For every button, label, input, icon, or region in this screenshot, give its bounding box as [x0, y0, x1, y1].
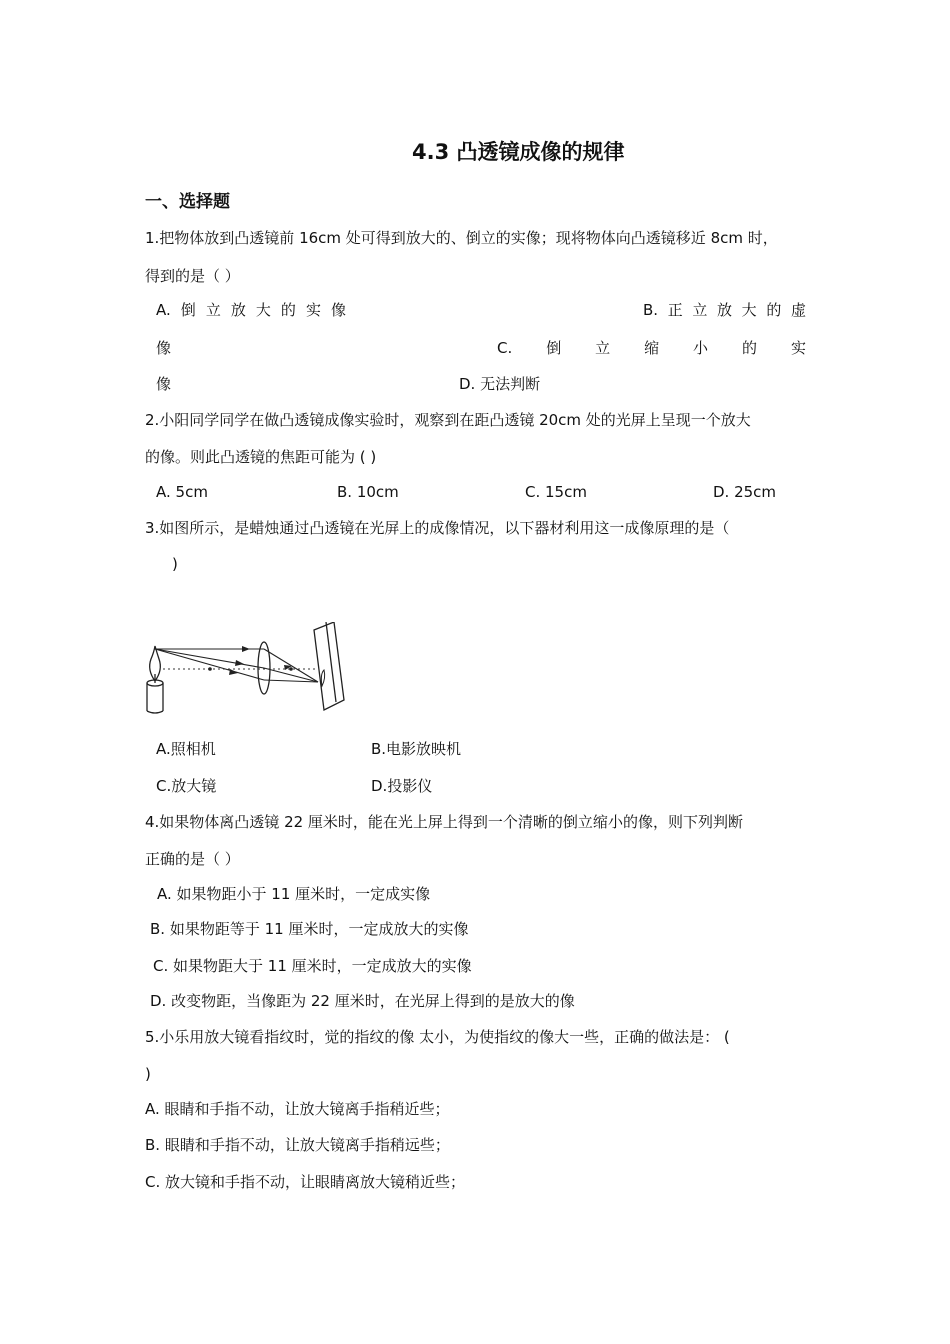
inverted-image [321, 670, 324, 686]
q4-option-b: B. 如果物距等于 11 厘米时，一定成放大的实像 [150, 920, 469, 938]
q1-option-a: A. 倒 立 放 大 的 实 像 [156, 301, 346, 319]
q2-option-a: A. 5cm [156, 483, 208, 501]
q3-stem-line2: ) [172, 555, 178, 573]
page-title: 4.3 凸透镜成像的规律 [412, 140, 625, 164]
q4-stem-line1: 4.如果物体离凸透镜 22 厘米时，能在光上屏上得到一个清晰的倒立缩小的像，则下列判断 [145, 813, 743, 831]
section-heading: 一、选择题 [145, 192, 230, 212]
lens-diagram [138, 622, 352, 718]
q1-option-b: B. 正 立 放 大 的 虚 [643, 301, 806, 319]
q2-option-c: C. 15cm [525, 483, 587, 501]
q4-option-a: A. 如果物距小于 11 厘米时，一定成实像 [157, 885, 431, 903]
q3-option-d: D.投影仪 [371, 777, 433, 795]
q2-option-d: D. 25cm [713, 483, 777, 501]
q1-stem-line2: 得到的是（ ） [145, 267, 240, 285]
q2-stem-line2: 的像。则此凸透镜的焦距可能为 ( ) [145, 448, 377, 466]
q3-stem-line1: 3.如图所示，是蜡烛通过凸透镜在光屏上的成像情况，以下器材利用这一成像原理的是（ [145, 519, 730, 537]
q1-option-c-tail: 像 [156, 375, 172, 393]
q1-option-d: D. 无法判断 [459, 375, 541, 393]
candle [147, 646, 163, 713]
q5-stem-line1: 5.小乐用放大镜看指纹时，觉的指纹的像 太小，为使指纹的像大一些，正确的做法是： ( [145, 1028, 730, 1046]
q5-option-c: C. 放大镜和手指不动，让眼睛离放大镜稍近些； [145, 1173, 466, 1191]
focal-point-right [289, 667, 293, 671]
q4-option-c: C. 如果物距大于 11 厘米时，一定成放大的实像 [153, 957, 472, 975]
q3-option-a: A.照相机 [156, 740, 216, 758]
q1-option-c: C. 倒 立 缩 小 的 实 [497, 339, 806, 357]
q3-option-c: C.放大镜 [156, 777, 217, 795]
q5-option-a: A. 眼睛和手指不动，让放大镜离手指稍近些； [145, 1100, 450, 1118]
q5-option-b: B. 眼睛和手指不动，让放大镜离手指稍远些； [145, 1136, 450, 1154]
q2-stem-line1: 2.小阳同学同学在做凸透镜成像实验时，观察到在距凸透镜 20cm 处的光屏上呈现一个放大 [145, 411, 751, 429]
q2-option-b: B. 10cm [337, 483, 399, 501]
q5-stem-line2: ) [145, 1065, 151, 1083]
light-screen [314, 622, 344, 710]
focal-point-left [208, 667, 212, 671]
q1-option-b-tail: 像 [156, 339, 172, 357]
q1-stem-line1: 1.把物体放到凸透镜前 16cm 处可得到放大的、倒立的实像；现将物体向凸透镜移近 8cm 时， [145, 229, 778, 247]
q3-option-b: B.电影放映机 [371, 740, 462, 758]
q4-option-d: D. 改变物距，当像距为 22 厘米时，在光屏上得到的是放大的像 [150, 992, 575, 1010]
q4-stem-line2: 正确的是（ ） [145, 850, 240, 868]
